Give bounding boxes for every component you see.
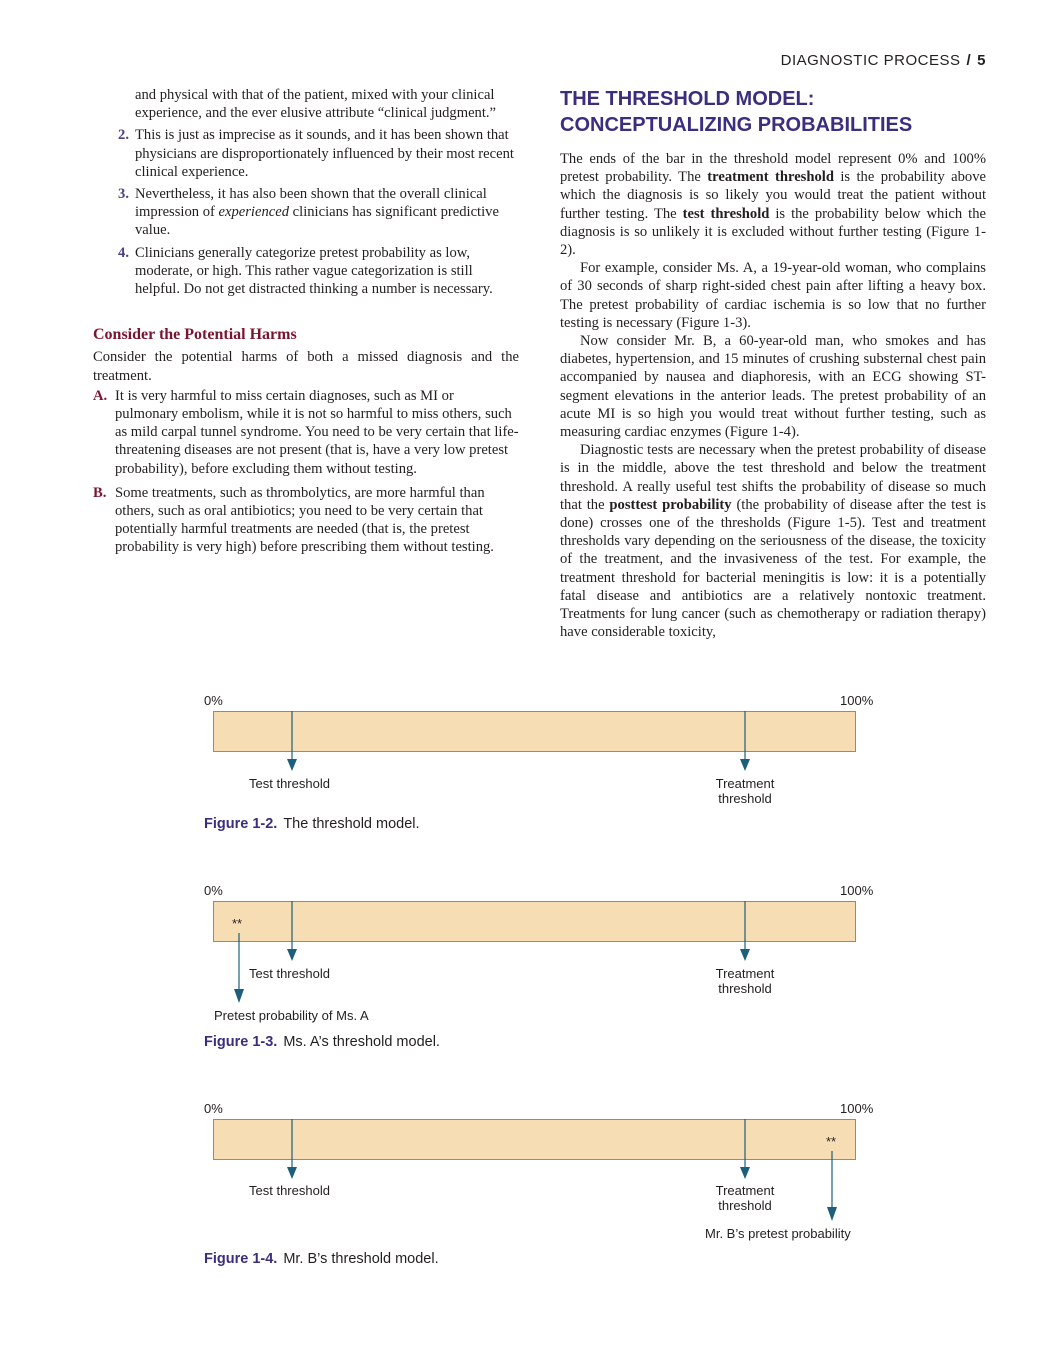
figure-1-3 [0, 880, 1052, 1060]
section-heading: Consider the Potential Harms [93, 326, 297, 344]
treatment-threshold-label-line: Treatment [715, 966, 775, 981]
figure-1-4 [0, 1097, 1052, 1287]
page-number: 5 [977, 52, 986, 69]
treatment-threshold-arrow [739, 711, 751, 773]
right-column [560, 86, 986, 641]
figure-number: Figure 1-2. [204, 816, 278, 832]
list-text: This is just as imprecise as it sounds, and it has been shown that physicians are disproportionately influenced by their most recent clinical experience. [135, 127, 514, 180]
list-letter: B. [93, 484, 107, 501]
zero-percent-label: 0% [204, 693, 223, 708]
running-head-section: DIAGNOSTIC PROCESS [780, 52, 961, 69]
text-run: Diagnostic tests are necessary when the pretest probability of disease is in the middle, above the test threshold and below the treatment threshold. A really useful test shifts the probability of disease so much that the [560, 442, 986, 513]
list-number: 2. [118, 127, 129, 144]
figure-caption-text: The threshold model. [283, 816, 420, 832]
test-threshold-label: Test threshold [249, 1183, 330, 1198]
term-treatment-threshold: treatment threshold [707, 169, 834, 186]
figure-1-2 [0, 690, 1052, 840]
hundred-percent-label: 100% [840, 883, 874, 898]
term-posttest-probability: posttest probability [609, 496, 732, 513]
test-threshold-arrow [286, 711, 298, 773]
pretest-marker: ** [826, 1134, 837, 1149]
list-number: 4. [118, 244, 129, 261]
treatment-threshold-label-line: threshold [718, 981, 772, 996]
figure-caption [204, 816, 420, 832]
test-threshold-label: Test threshold [249, 966, 330, 981]
zero-percent-label: 0% [204, 883, 223, 898]
treatment-threshold-label [695, 966, 795, 996]
pretest-probability-label: Mr. B’s pretest probability [705, 1226, 851, 1241]
figure-caption-text: Mr. B’s threshold model. [283, 1251, 439, 1267]
figure-caption-text: Ms. A’s threshold model. [283, 1034, 440, 1050]
list-text: Clinicians generally categorize pretest probability as low, moderate, or high. This rather vague categorization is still helpful. Do not get distracted thinking a number is necessary. [135, 244, 493, 298]
main-heading: THE THRESHOLD MODEL: CONCEPTUALIZING PROBABILITIES [560, 88, 913, 136]
test-threshold-arrow [286, 1119, 298, 1181]
text-run: is the probability above which the diagnosis is so likely you would treat the patient without further testing. The [560, 169, 986, 222]
list-letter: A. [93, 387, 108, 404]
treatment-threshold-arrow [739, 901, 751, 963]
text-run: is the probability below which the diagnosis is so unlikely it is excluded without further testing (Figure 1-2). [560, 205, 986, 259]
paragraph: Now consider Mr. B, a 60-year-old man, who smokes and has diabetes, hypertension, and 15 minutes of crushing substernal chest pain accompanied by nausea and diaphoresis, with an ECG showing ST-segment elevations in the anterior leads. The pretest probability of an acute MI is so high you would treat without further testing, such as measuring cardiac enzymes (Figure 1-4). [560, 333, 986, 441]
treatment-threshold-label-line: threshold [718, 791, 772, 806]
list-text [135, 185, 519, 240]
list-item [93, 126, 519, 181]
list-text: Some treatments, such as thrombolytics, are more harmful than others, such as oral antibiotics; you need to be very certain that potentially harmful treatments are needed (that is, the pretest probability is very high) before prescribing them without testing. [115, 484, 494, 556]
probability-bar [213, 901, 856, 942]
list-item [93, 484, 519, 557]
pretest-probability-label: Pretest probability of Ms. A [214, 1008, 369, 1023]
pretest-marker: ** [232, 916, 243, 931]
treatment-threshold-label-line: Treatment [715, 1183, 775, 1198]
running-head-separator: / [966, 52, 972, 69]
zero-percent-label: 0% [204, 1101, 223, 1116]
treatment-threshold-label [695, 1183, 795, 1213]
test-threshold-label: Test threshold [249, 776, 330, 791]
figure-caption [204, 1251, 439, 1267]
list-item [93, 387, 519, 478]
test-threshold-arrow [286, 901, 298, 963]
list-text: It is very harmful to miss certain diagnoses, such as MI or pulmonary embolism, while it is not so harmful to miss others, such as mild carpal tunnel syndrome. You need to be very certain that life-threatening diseases are not present (that is, have a very low pretest probability), before excluding them without testing. [115, 387, 519, 477]
list-item [93, 244, 519, 299]
paragraph [560, 441, 986, 641]
paragraph: For example, consider Ms. A, a 19-year-old woman, who complains of 30 seconds of sharp right-sided chest pain after lifting a heavy box. The pretest probability of cardiac ischemia is so low that no further testing is necessary (Figure 1-3). [560, 260, 986, 331]
list-text-part: clinicians has significant predictive value. [135, 204, 499, 239]
running-head [781, 52, 986, 69]
list-text-emphasis: experienced [218, 204, 290, 221]
treatment-threshold-label [695, 776, 795, 806]
treatment-threshold-arrow [739, 1119, 751, 1181]
term-test-threshold: test threshold [682, 205, 770, 222]
hundred-percent-label: 100% [840, 693, 874, 708]
left-column [93, 86, 519, 563]
hundred-percent-label: 100% [840, 1101, 874, 1116]
list-number: 3. [118, 186, 129, 203]
paragraph [560, 150, 986, 259]
section-intro: Consider the potential harms of both a missed diagnosis and the treatment. [93, 349, 519, 384]
list-item [93, 185, 519, 240]
figure-caption [204, 1034, 440, 1050]
continued-paragraph: and physical with that of the patient, mixed with your clinical experience, and the ever elusive attribute “clinical judgment.” [135, 87, 497, 122]
treatment-threshold-label-line: threshold [718, 1198, 772, 1213]
treatment-threshold-label-line: Treatment [715, 776, 775, 791]
probability-bar [213, 711, 856, 752]
pretest-probability-arrow [826, 1151, 838, 1223]
figure-number: Figure 1-3. [204, 1034, 278, 1050]
list-text-part: Nevertheless, it has also been shown that the overall clinical impression of [135, 186, 487, 221]
probability-bar [213, 1119, 856, 1160]
figure-number: Figure 1-4. [204, 1251, 278, 1267]
text-run: (the probability of disease after the test is done) crosses one of the thresholds (Figure 1-5). Test and treatment thresholds vary depending on the seriousness of the disease, the toxicity of the treatment, and the invasiveness of the test. For example, the treatment threshold for bacterial meningitis is low: it is a potentially fatal disease and antibiotics are a relatively nontoxic treatment. Treatments for lung cancer (such as chemotherapy or radiation therapy) have considerable toxicity, [560, 496, 986, 641]
pretest-probability-arrow [233, 933, 245, 1005]
text-run: The ends of the bar in the threshold model represent 0% and 100% pretest probability. The [560, 151, 986, 186]
